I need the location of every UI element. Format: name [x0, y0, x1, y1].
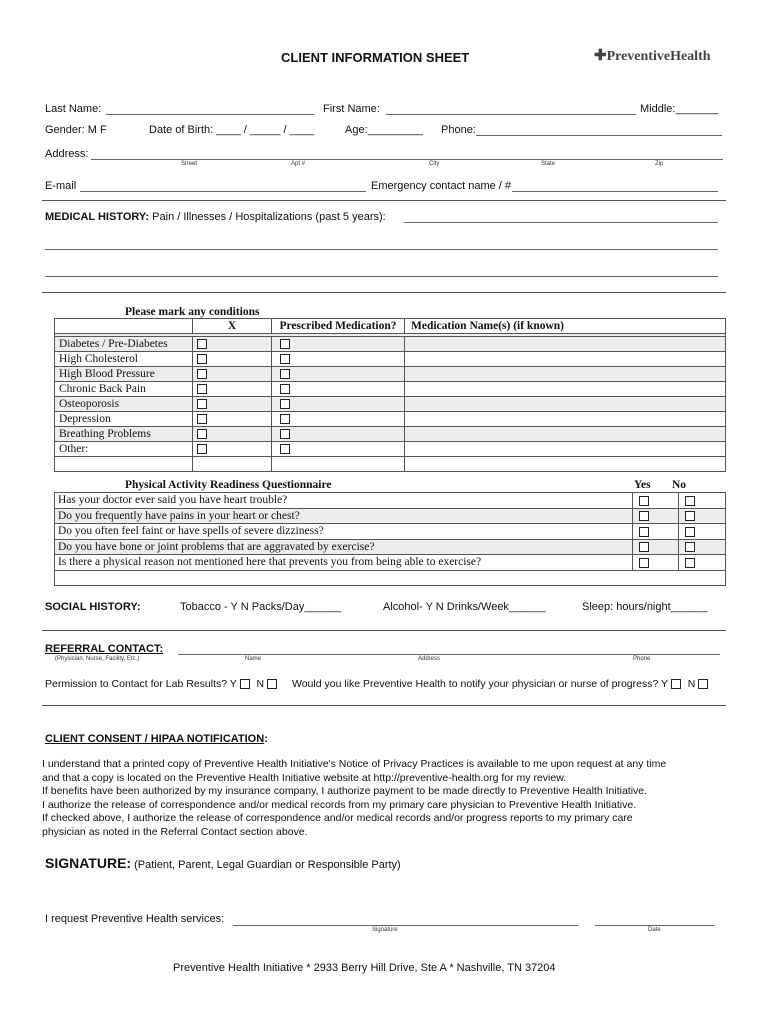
par-q-question: Do you often feel faint or have spells of severe dizziness?: [55, 524, 633, 540]
referral-sub-caption: (Physician, Nurse, Facility, Etc.): [55, 656, 140, 662]
referral-contact-label: REFERRAL CONTACT:: [45, 643, 164, 655]
medication-name-cell[interactable]: [405, 367, 726, 382]
condition-checkbox[interactable]: [197, 369, 207, 379]
referral-contact-field[interactable]: [178, 654, 720, 655]
prescribed-cell: [272, 442, 405, 457]
condition-label: Diabetes / Pre-Diabetes: [55, 337, 193, 352]
condition-checkbox[interactable]: [197, 444, 207, 454]
no-cell: [679, 539, 726, 555]
prescribed-cell: [272, 382, 405, 397]
table-row: [55, 555, 726, 571]
condition-checkbox[interactable]: [197, 339, 207, 349]
table-row: [55, 337, 726, 352]
par-q-no-header: No: [672, 479, 687, 491]
par-q-yes-header: Yes: [634, 479, 651, 491]
lab-results-permission: [45, 678, 277, 690]
consent-line: If benefits have been authorized by my insurance company, I authorize payment to be made directly to Preventive Health Initiative.: [42, 785, 648, 798]
condition-x-cell: [193, 427, 272, 442]
footer-address: Preventive Health Initiative * 2933 Berry Hill Drive, Ste A * Nashville, TN 37204: [173, 962, 556, 974]
condition-checkbox[interactable]: [197, 414, 207, 424]
par-q-question: Is there a physical reason not mentioned here that prevents you from being able to exercise?: [55, 555, 633, 571]
medical-history-line-2[interactable]: [45, 249, 718, 250]
logo-text: PreventiveHealth: [606, 49, 711, 64]
notify-physician-permission: [292, 678, 708, 690]
table-row: [55, 352, 726, 367]
address-label: Address:: [45, 148, 89, 160]
prescribed-checkbox[interactable]: [280, 414, 290, 424]
table-row: [55, 539, 726, 555]
last-name-field[interactable]: [106, 114, 314, 115]
par-q-question: Do you have bone or joint problems that are aggravated by exercise?: [55, 539, 633, 555]
condition-checkbox[interactable]: [197, 354, 207, 364]
condition-x-cell: [193, 382, 272, 397]
blank-row: [55, 570, 726, 585]
notify-label: Would you like Preventive Health to notify your physician or nurse of progress? Y: [292, 678, 668, 690]
condition-label: Breathing Problems: [55, 427, 193, 442]
blank-cell: [272, 457, 405, 472]
no-cell: [679, 493, 726, 509]
condition-x-cell: [193, 412, 272, 427]
table-row: [55, 508, 726, 524]
referral-name-caption: Name: [245, 656, 262, 662]
consent-line: and that a copy is located on the Preventive Health Initiative website at http://preventive-health.org for my review.: [42, 771, 567, 784]
consent-text: [42, 758, 732, 840]
consent-line: physician as noted in the Referral Contact section above.: [42, 825, 308, 838]
prescribed-checkbox[interactable]: [280, 384, 290, 394]
consent-line: If checked above, I authorize the release of correspondence and/or medical records and/or progress reports to my primary care: [42, 812, 633, 825]
prescribed-checkbox[interactable]: [280, 339, 290, 349]
table-row: [55, 412, 726, 427]
date-caption: Date: [648, 927, 661, 933]
yes-cell: [633, 508, 679, 524]
email-label: E-mail: [45, 180, 77, 192]
col-x: X: [193, 319, 272, 334]
consent-heading: [45, 733, 268, 745]
table-row: [55, 397, 726, 412]
prescribed-checkbox[interactable]: [280, 429, 290, 439]
social-history-label: SOCIAL HISTORY:: [45, 601, 141, 613]
medication-name-cell[interactable]: [405, 412, 726, 427]
consent-colon: :: [264, 733, 268, 745]
emergency-contact-field[interactable]: [512, 191, 718, 192]
prescribed-checkbox[interactable]: [280, 399, 290, 409]
notify-no-checkbox[interactable]: [698, 679, 708, 689]
medication-name-cell[interactable]: [405, 442, 726, 457]
par-q-question: Do you frequently have pains in your heart or chest?: [55, 508, 633, 524]
signature-heading: [45, 855, 401, 871]
alcohol-field[interactable]: Alcohol- Y N Drinks/Week______: [383, 601, 546, 613]
no-checkbox[interactable]: [685, 527, 695, 537]
table-row: [55, 442, 726, 457]
col-medication-names: Medication Name(s) (if known): [405, 319, 726, 334]
condition-checkbox[interactable]: [197, 399, 207, 409]
referral-address-caption: Address: [418, 656, 441, 662]
divider: [42, 705, 726, 706]
condition-label: Osteoporosis: [55, 397, 193, 412]
yes-cell: [633, 524, 679, 540]
no-checkbox[interactable]: [685, 496, 695, 506]
lab-no-label: N: [256, 678, 265, 690]
notify-no-label: N: [687, 678, 696, 690]
no-checkbox[interactable]: [685, 558, 695, 568]
prescribed-cell: [272, 412, 405, 427]
signature-parenthetical: (Patient, Parent, Legal Guardian or Responsible Party): [131, 859, 401, 871]
medical-history: [45, 211, 386, 223]
conditions-header-blank: [55, 319, 193, 334]
medical-history-line-3[interactable]: [45, 276, 718, 277]
lab-yes-checkbox[interactable]: [240, 679, 250, 689]
medication-name-cell[interactable]: [405, 397, 726, 412]
prescribed-cell: [272, 337, 405, 352]
medication-name-cell[interactable]: [405, 352, 726, 367]
medical-history-field[interactable]: [404, 222, 718, 223]
blank-cell: [193, 457, 272, 472]
consent-label: CLIENT CONSENT / HIPAA NOTIFICATION: [45, 733, 265, 745]
table-row: [55, 427, 726, 442]
prescribed-cell: [272, 352, 405, 367]
conditions-table: [54, 318, 726, 472]
tobacco-field[interactable]: Tobacco - Y N Packs/Day______: [180, 601, 342, 613]
prescribed-cell: [272, 427, 405, 442]
condition-label: Depression: [55, 412, 193, 427]
yes-checkbox[interactable]: [639, 542, 649, 552]
yes-checkbox[interactable]: [639, 527, 649, 537]
condition-label: High Blood Pressure: [55, 367, 193, 382]
email-field[interactable]: [80, 191, 366, 192]
condition-x-cell: [193, 367, 272, 382]
condition-checkbox[interactable]: [197, 429, 207, 439]
col-prescribed: Prescribed Medication?: [272, 319, 405, 334]
sleep-field[interactable]: Sleep: hours/night______: [582, 601, 708, 613]
first-name-field[interactable]: [386, 114, 636, 115]
request-services-label: I request Preventive Health services:: [45, 913, 225, 925]
no-checkbox[interactable]: [685, 542, 695, 552]
address-field[interactable]: [91, 159, 723, 160]
phone-field[interactable]: [476, 135, 722, 136]
date-field[interactable]: [595, 925, 715, 926]
signature-caption: Signature: [372, 927, 398, 933]
conditions-caption: Please mark any conditions: [125, 306, 260, 318]
no-cell: [679, 524, 726, 540]
divider: [42, 292, 726, 293]
table-row: [55, 382, 726, 397]
par-q-question: Has your doctor ever said you have heart trouble?: [55, 493, 633, 509]
yes-checkbox[interactable]: [639, 558, 649, 568]
medication-name-cell[interactable]: [405, 337, 726, 352]
lab-no-checkbox[interactable]: [267, 679, 277, 689]
medical-history-label: MEDICAL HISTORY:: [45, 211, 150, 223]
condition-x-cell: [193, 352, 272, 367]
middle-name-field[interactable]: Middle:_______: [640, 103, 719, 115]
condition-x-cell: [193, 442, 272, 457]
gender-field[interactable]: Gender: M F: [45, 124, 107, 136]
prescribed-checkbox[interactable]: [280, 354, 290, 364]
no-checkbox[interactable]: [685, 511, 695, 521]
prescribed-cell: [272, 367, 405, 382]
prescribed-checkbox[interactable]: [280, 369, 290, 379]
apt-caption: Apt #: [291, 161, 306, 167]
no-cell: [679, 508, 726, 524]
table-row: [55, 493, 726, 509]
signature-field[interactable]: [233, 925, 578, 926]
condition-label: Other:: [55, 442, 193, 457]
blank-cell: [405, 457, 726, 472]
condition-label: Chronic Back Pain: [55, 382, 193, 397]
state-caption: State: [541, 161, 556, 167]
lab-results-label: Permission to Contact for Lab Results? Y: [45, 678, 237, 690]
medication-name-cell[interactable]: [405, 427, 726, 442]
table-row: [55, 367, 726, 382]
yes-cell: [633, 539, 679, 555]
par-q-table: [54, 492, 726, 586]
blank-cell: [55, 457, 193, 472]
no-cell: [679, 555, 726, 571]
condition-checkbox[interactable]: [197, 384, 207, 394]
prescribed-cell: [272, 397, 405, 412]
yes-checkbox[interactable]: [639, 496, 649, 506]
yes-cell: [633, 555, 679, 571]
zip-caption: Zip: [655, 161, 664, 167]
city-caption: City: [429, 161, 440, 167]
medication-name-cell[interactable]: [405, 382, 726, 397]
page-title: CLIENT INFORMATION SHEET: [281, 50, 470, 65]
referral-phone-caption: Phone: [633, 656, 651, 662]
condition-label: High Cholesterol: [55, 352, 193, 367]
last-name-label: Last Name:: [45, 103, 102, 115]
prescribed-checkbox[interactable]: [280, 444, 290, 454]
divider: [42, 630, 726, 631]
dob-field[interactable]: Date of Birth: ____ / _____ / ____: [149, 124, 315, 136]
first-name-label: First Name:: [323, 103, 380, 115]
table-row: [55, 524, 726, 540]
cross-icon: ✚: [594, 48, 607, 64]
phone-label: Phone:: [441, 124, 476, 136]
street-caption: Street: [181, 161, 198, 167]
condition-x-cell: [193, 337, 272, 352]
signature-label: SIGNATURE:: [45, 855, 132, 871]
emergency-contact-label: Emergency contact name / #: [371, 180, 512, 192]
notify-yes-checkbox[interactable]: [671, 679, 681, 689]
yes-cell: [633, 493, 679, 509]
age-field[interactable]: Age:_________: [345, 124, 423, 136]
logo: [594, 46, 711, 65]
condition-x-cell: [193, 397, 272, 412]
consent-line: I understand that a printed copy of Preventive Health Initiative's Notice of Privacy Practices is available to me upon request at any time: [42, 758, 667, 770]
yes-checkbox[interactable]: [639, 511, 649, 521]
medical-history-text: Pain / Illnesses / Hospitalizations (past 5 years):: [152, 211, 386, 223]
consent-line: I authorize the release of correspondence and/or medical records from my primary care physician to Preventive Health Initiative.: [42, 798, 637, 811]
divider: [42, 200, 726, 201]
par-q-title: Physical Activity Readiness Questionnaire: [125, 479, 332, 491]
